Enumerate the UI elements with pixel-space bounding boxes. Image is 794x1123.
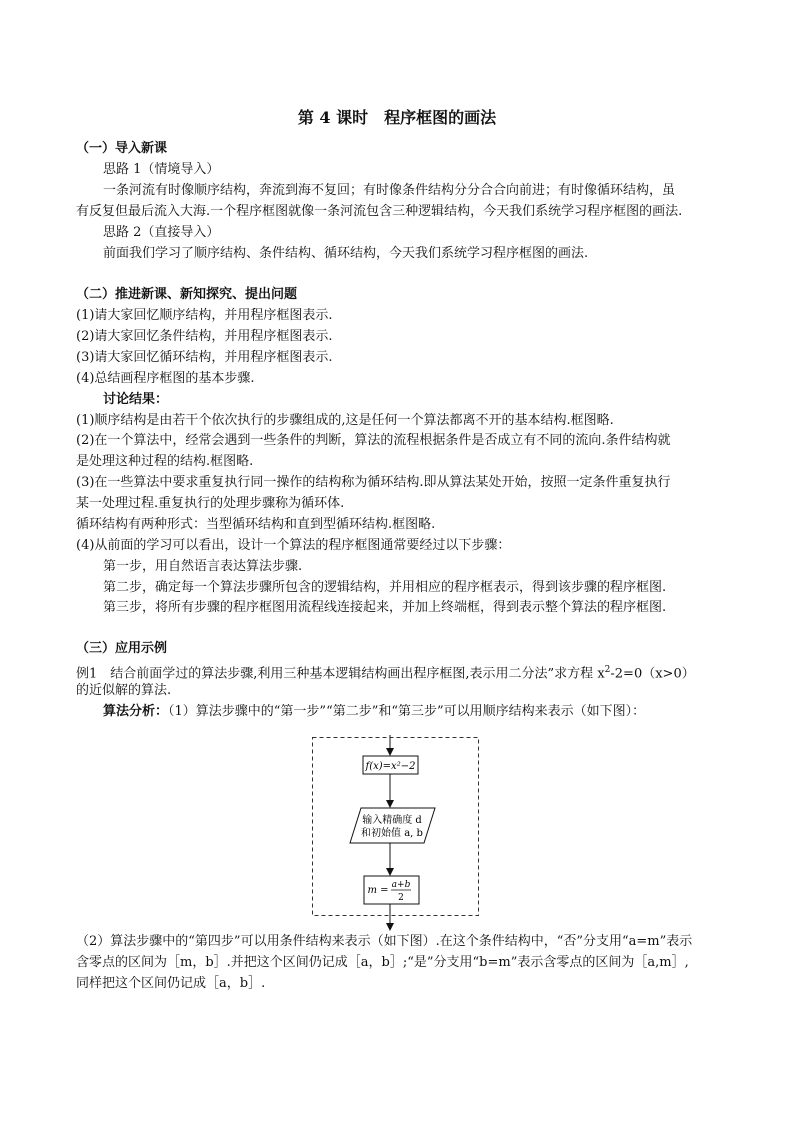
discussion-label: 讨论结果： [103, 392, 169, 407]
function-label: f(x)=x²−2 [365, 761, 416, 772]
flowchart-svg [312, 735, 480, 932]
paragraph: 前面我们学习了顺序结构、条件结构、循环结构，今天我们系统学习程序框图的画法. [103, 246, 589, 261]
result-item: (2)在一个算法中，经常会遇到一些条件的判断，算法的流程根据条件是否成立有不同的流向.条件结构就 [76, 433, 671, 448]
example-text: 的近似解的算法. [76, 683, 172, 698]
step-item: 第三步，将所有步骤的程序框图用流程线连接起来，并加上终端框，得到表示整个算法的程序框图. [103, 600, 667, 615]
question-item: (3)请大家回忆循环结构，并用程序框图表示. [76, 350, 333, 365]
question-item: (1)请大家回忆顺序结构，并用程序框图表示. [76, 308, 333, 323]
result-item: 某一处理过程.重复执行的处理步骤称为循环体. [76, 496, 345, 511]
analysis-line [103, 702, 753, 722]
midpoint-lhs: m = [367, 885, 389, 896]
paragraph: 有反复但最后流入大海.一个程序框图就像一条河流包含三种逻辑结构，今天我们系统学习程序框图的画法. [76, 204, 683, 219]
section-heading-new-lesson: （二）推进新课、新知探究、提出问题 [76, 287, 298, 302]
input-label-line2: 和初始值 a, b [361, 828, 423, 839]
midpoint-numerator: a+b [391, 880, 411, 890]
exponent: 2 [604, 665, 611, 675]
paragraph: （2）算法步骤中的“第四步”可以用条件结构来表示（如下图）.在这个条件结构中，“否”分支用“a=m”表示 [76, 934, 693, 949]
result-item: (3)在一些算法中要求重复执行同一操作的结构称为循环结构.即从算法某处开始，按照一定条件重复执行 [76, 475, 671, 490]
midpoint-denominator: 2 [398, 893, 404, 903]
result-item: 是处理这种过程的结构.框图略. [76, 454, 254, 469]
flowchart-diagram [312, 735, 480, 932]
page-title: 第 4 课时 程序框图的画法 [297, 108, 497, 127]
step-item: 第二步，确定每一个算法步骤所包含的逻辑结构，并用相应的程序框表示，得到该步骤的程序框图. [103, 580, 667, 595]
result-item: 循环结构有两种形式：当型循环结构和直到型循环结构.框图略. [76, 517, 436, 532]
question-item: (2)请大家回忆条件结构，并用程序框图表示. [76, 329, 333, 344]
paragraph: 同样把这个区间仍记成［a，b］. [76, 976, 266, 991]
paragraph: 思路 1（情境导入） [103, 162, 220, 177]
paragraph: 思路 2（直接导入） [103, 225, 220, 240]
analysis-text: （1）算法步骤中的“第一步”“第二步”和“第三步”可以用顺序结构来表示（如下图）： [168, 704, 646, 719]
paragraph: 一条河流有时像顺序结构，奔流到海不复回；有时像条件结构分分合合向前进；有时像循环结构，虽 [103, 183, 676, 198]
section-heading-intro: （一）导入新课 [76, 141, 168, 156]
input-label-line1: 输入精确度 d [362, 815, 422, 826]
result-item: (1)顺序结构是由若干个依次执行的步骤组成的,这是任何一个算法都离不开的基本结构.框图略. [76, 413, 614, 428]
analysis-label: 算法分析： [103, 704, 169, 719]
example-text-part: 例1 结合前面学过的算法步骤,利用三种基本逻辑结构画出程序框图,表示用二分法”求方程 x [76, 666, 605, 682]
section-heading-examples: （三）应用示例 [76, 641, 168, 656]
step-item: 第一步，用自然语言表达算法步骤. [103, 559, 303, 574]
example-text-part: -2=0（x>0） [610, 666, 695, 682]
result-item: (4)从前面的学习可以看出，设计一个算法的程序框图通常要经过以下步骤： [76, 538, 511, 553]
paragraph: 含零点的区间为［m，b］.并把这个区间仍记成［a，b］;“是”分支用“b=m”表示含零点的区间为［a,m］, [76, 955, 689, 970]
question-item: (4)总结画程序框图的基本步骤. [76, 371, 255, 386]
